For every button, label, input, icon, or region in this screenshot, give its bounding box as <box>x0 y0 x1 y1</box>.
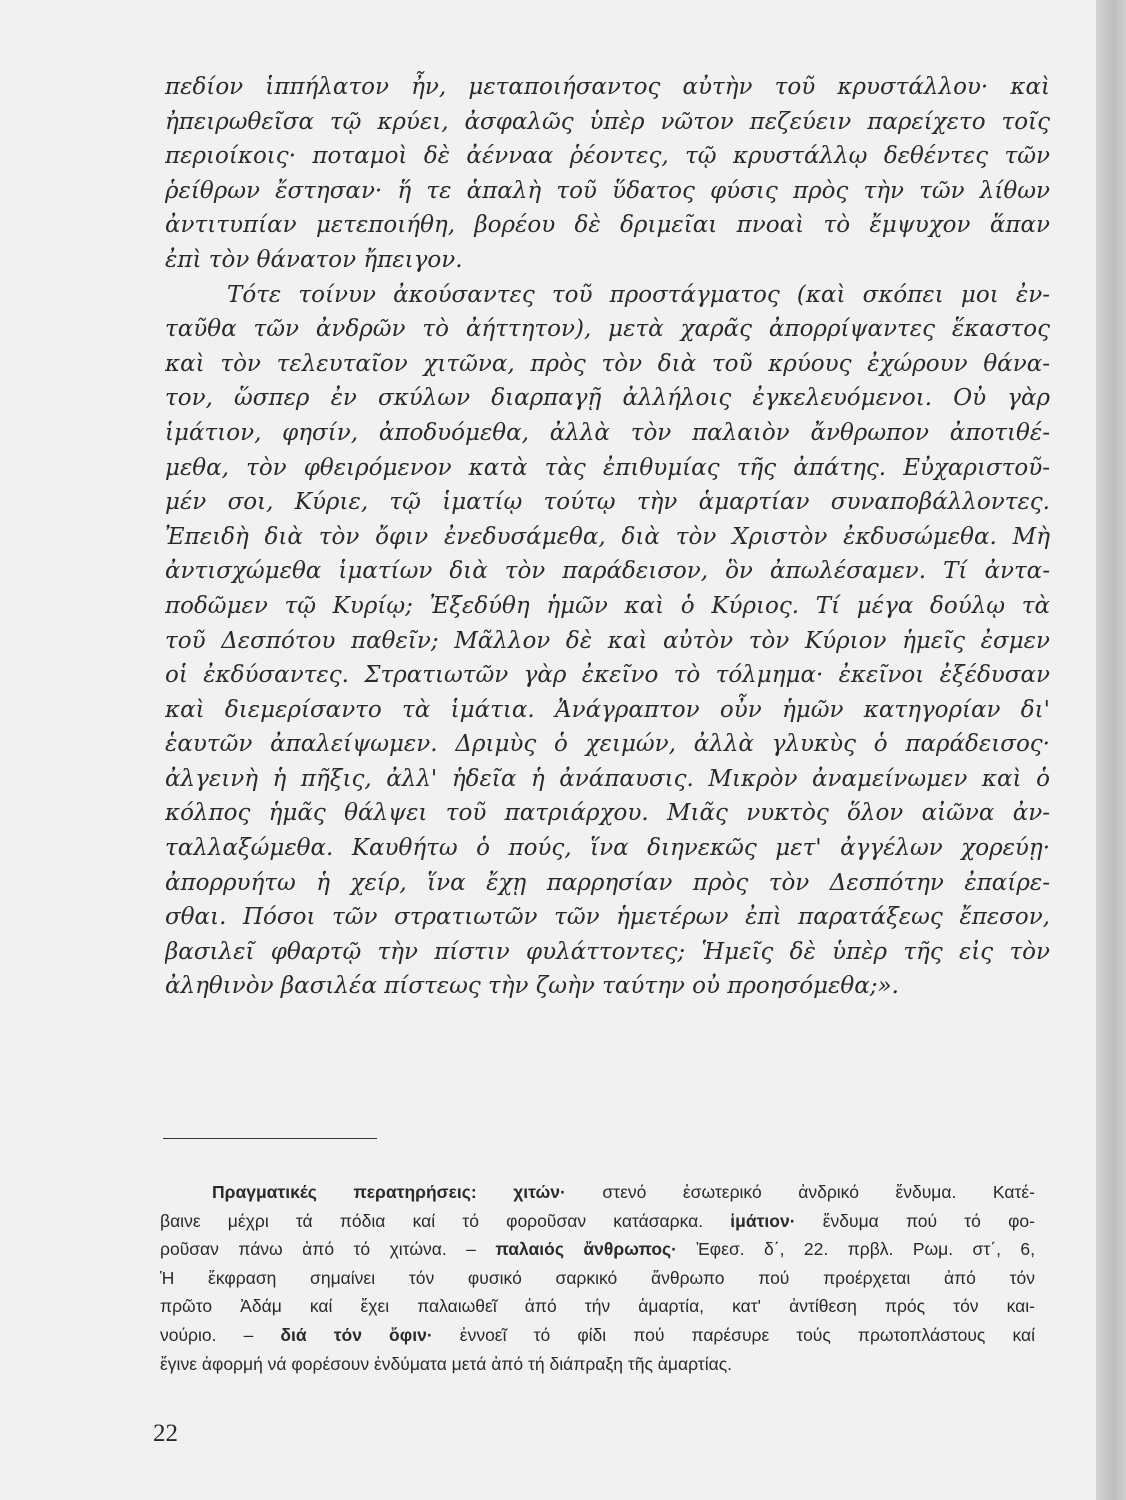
footnote-line <box>160 1235 1035 1264</box>
footnote-term: διά τόν ὄφιν· <box>280 1324 433 1345</box>
footnote-line <box>160 1178 1035 1207</box>
footnote-text: νούριο. – <box>160 1324 281 1345</box>
text-line: ποδῶμεν τῷ Κυρίῳ; Ἐξεδύθη ἡμῶν καὶ ὁ Κύριος. Τί μέγα δούλῳ τὰ <box>165 592 1050 619</box>
footnote-line <box>160 1207 1035 1236</box>
text-line: μέν σοι, Κύριε, τῷ ἱματίῳ τούτῳ τὴν ἁμαρτίαν συναποβάλλοντες. <box>165 489 1050 516</box>
text-line: ῥείθρων ἔστησαν· ἥ τε ἁπαλὴ τοῦ ὕδατος φύσις πρὸς τὴν τῶν λίθων <box>165 177 1050 204</box>
text-line: Ἐπειδὴ διὰ τὸν ὄφιν ἐνεδυσάμεθα, διὰ τὸν Χριστὸν ἐκδυσώμεθα. Μὴ <box>165 523 1050 550</box>
page-number: 22 <box>153 1420 178 1447</box>
text-line: βασιλεῖ φθαρτῷ τὴν πίστιν φυλάττοντες; Ἡμεῖς δὲ ὑπὲρ τῆς εἰς τὸν <box>165 938 1050 965</box>
footnote-text: ἔνδυμα πού τό φο- <box>795 1210 1035 1231</box>
footnote-line: Ἡ ἔκφραση σημαίνει τόν φυσικό σαρκικό ἄνθρωπο πού προέρχεται ἀπό τόν <box>160 1267 1035 1288</box>
text-line: ἀληθινὸν βασιλέα πίστεως τὴν ζωὴν ταύτην οὐ προησόμεθα;». <box>165 973 899 1000</box>
text-line: ἠπειρωθεῖσα τῷ κρύει, ἀσφαλῶς ὑπὲρ νῶτον πεζεύειν παρείχετο τοῖς <box>165 108 1050 135</box>
footnote-term: ἱμάτιον· <box>730 1210 796 1231</box>
text-line: περιοίκοις· ποταμοὶ δὲ ἀένναα ῥέοντες, τῷ κρυστάλλῳ δεθέντες τῶν <box>165 143 1050 170</box>
text-line: πεδίον ἱππήλατον ἦν, μεταποιήσαντος αὐτὴν τοῦ κρυστάλλου· καὶ <box>165 74 1050 100</box>
footnote-term: Πραγματικές περατηρήσεις: χιτών· <box>212 1182 566 1202</box>
footnote-text: ἐννοεῖ τό φίδι πού παρέσυρε τούς πρωτοπλάστους καί <box>432 1324 1035 1345</box>
footnote-line: ἔγινε ἀφορμή νά φορέσουν ἐνδύματα μετά ἀπό τή διάπραξη τῆς ἁμαρτίας. <box>160 1353 732 1374</box>
text-line: ἱμάτιον, φησίν, ἀποδυόμεθα, ἀλλὰ τὸν παλαιὸν ἄνθρωπον ἀποτιθέ- <box>165 419 1050 446</box>
text-line: ταῦθα τῶν ἀνδρῶν τὸ ἀήττητον), μετὰ χαρᾶς ἀπορρίψαντες ἕκαστος <box>165 316 1050 343</box>
text-line: ἀπορρυήτω ἡ χείρ, ἵνα ἔχῃ παρρησίαν πρὸς τὸν Δεσπότην ἐπαίρε- <box>165 869 1050 896</box>
footnote-text: βαινε μέχρι τά πόδια καί τό φοροῦσαν κατάσαρκα. <box>160 1210 731 1231</box>
text-line: τον, ὥσπερ ἐν σκύλων διαρπαγῇ ἀλλήλοις ἐγκελευόμενοι. Οὐ γὰρ <box>165 385 1050 412</box>
text-line: σθαι. Πόσοι τῶν στρατιωτῶν τῶν ἡμετέρων ἐπὶ παρατάξεως ἔπεσον, <box>165 904 1050 931</box>
footnote-term: παλαιός ἄνθρωπος· <box>495 1239 677 1260</box>
text-line: ἀντιτυπίαν μετεποιήθη, βορέου δὲ δριμεῖαι πνοαὶ τὸ ἔμψυχον ἅπαν <box>165 212 1050 239</box>
footnote-text: στενό ἐσωτερικό ἀνδρικό ἔνδυμα. Κατέ- <box>565 1182 1035 1202</box>
text-line: καὶ διεμερίσαντο τὰ ἱμάτια. Ἀνάγραπτον οὖν ἡμῶν κατηγορίαν δι' <box>165 696 1050 723</box>
footnote <box>160 1178 1035 1378</box>
text-line: οἱ ἐκδύσαντες. Στρατιωτῶν γὰρ ἐκεῖνο τὸ τόλμημα· ἐκεῖνοι ἐξέδυσαν <box>165 662 1050 689</box>
footnote-text: Ἐφεσ. δ΄, 22. πρβλ. Ρωμ. στ΄, 6, <box>676 1239 1035 1260</box>
text-line: Τότε τοίνυν ἀκούσαντες τοῦ προστάγματος (καὶ σκόπει μοι ἐν- <box>227 281 1050 308</box>
text-line: ἐπὶ τὸν θάνατον ἤπειγον. <box>165 246 463 273</box>
text-line: ταλλαξώμεθα. Καυθήτω ὁ πούς, ἵνα διηνεκῶς μετ' ἀγγέλων χορεύῃ· <box>165 835 1050 862</box>
footnote-text: ροῦσαν πάνω ἀπό τό χιτώνα. – <box>160 1239 496 1260</box>
footnote-divider <box>163 1138 377 1139</box>
text-line: τοῦ Δεσπότου παθεῖν; Μᾶλλον δὲ καὶ αὐτὸν τὸν Κύριον ἡμεῖς ἐσμεν <box>165 627 1050 654</box>
text-line: ἀντισχώμεθα ἱματίων διὰ τὸν παράδεισον, ὃν ἀπωλέσαμεν. Τί ἀντα- <box>165 558 1050 585</box>
footnote-line <box>160 1321 1035 1350</box>
text-line: κόλπος ἡμᾶς θάλψει τοῦ πατριάρχου. Μιᾶς νυκτὸς ὅλον αἰῶνα ἀν- <box>165 800 1050 827</box>
footnote-line: πρῶτο Ἀδάμ καί ἔχει παλαιωθεῖ ἀπό τήν ἁμαρτία, κατ' ἀντίθεση πρός τόν και- <box>160 1296 1035 1317</box>
text-line: ἑαυτῶν ἀπαλείψωμεν. Δριμὺς ὁ χειμών, ἀλλὰ γλυκὺς ὁ παράδεισος· <box>165 731 1050 758</box>
page-edge-shadow <box>1096 0 1126 1500</box>
text-line: μεθα, τὸν φθειρόμενον κατὰ τὰς ἐπιθυμίας τῆς ἀπάτης. Εὐχαριστοῦ- <box>165 454 1050 481</box>
text-line: καὶ τὸν τελευταῖον χιτῶνα, πρὸς τὸν διὰ τοῦ κρύους ἐχώρουν θάνα- <box>165 350 1050 377</box>
text-line: ἀλγεινὴ ἡ πῆξις, ἀλλ' ἡδεῖα ἡ ἀνάπαυσις. Μικρὸν ἀναμείνωμεν καὶ ὁ <box>165 765 1050 792</box>
main-text <box>165 70 1050 1004</box>
